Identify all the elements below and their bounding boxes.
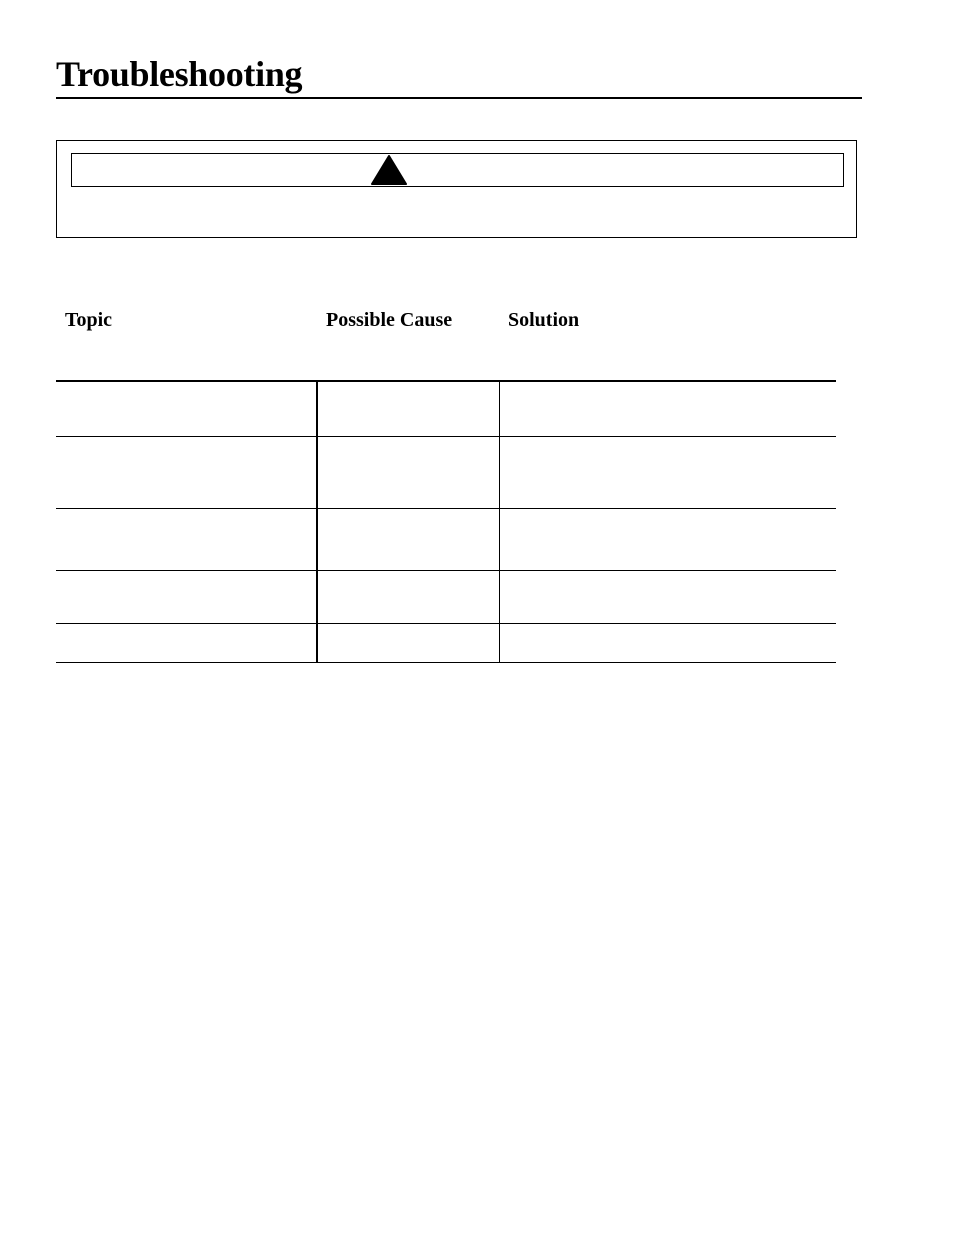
table-cell-topic bbox=[56, 509, 316, 517]
page-title: Troubleshooting bbox=[56, 54, 303, 94]
warning-triangle-icon bbox=[370, 154, 408, 186]
table-cell-cause bbox=[318, 382, 499, 390]
table-cell-cause bbox=[318, 624, 499, 632]
table-cell-solution bbox=[500, 571, 836, 579]
table-bottom-rule bbox=[56, 662, 836, 663]
table-cell-cause bbox=[318, 509, 499, 517]
table-cell-topic bbox=[56, 437, 316, 445]
table-cell-topic bbox=[56, 571, 316, 579]
column-header-solution: Solution bbox=[508, 309, 580, 331]
warning-header bbox=[71, 153, 844, 187]
table-cell-topic bbox=[56, 382, 316, 390]
table-cell-solution bbox=[500, 509, 836, 517]
table-cell-topic bbox=[56, 624, 316, 632]
warning-box bbox=[56, 140, 857, 238]
column-header-topic: Topic bbox=[65, 309, 113, 331]
table-cell-solution bbox=[500, 624, 836, 632]
troubleshooting-table bbox=[56, 380, 836, 663]
column-header-possible-cause: Possible Cause bbox=[326, 309, 453, 331]
table-cell-cause bbox=[318, 437, 499, 445]
title-rule bbox=[56, 97, 862, 99]
table-column-divider bbox=[499, 380, 500, 663]
table-cell-solution bbox=[500, 382, 836, 390]
table-column-divider bbox=[316, 380, 318, 663]
table-cell-solution bbox=[500, 437, 836, 445]
table-cell-cause bbox=[318, 571, 499, 579]
